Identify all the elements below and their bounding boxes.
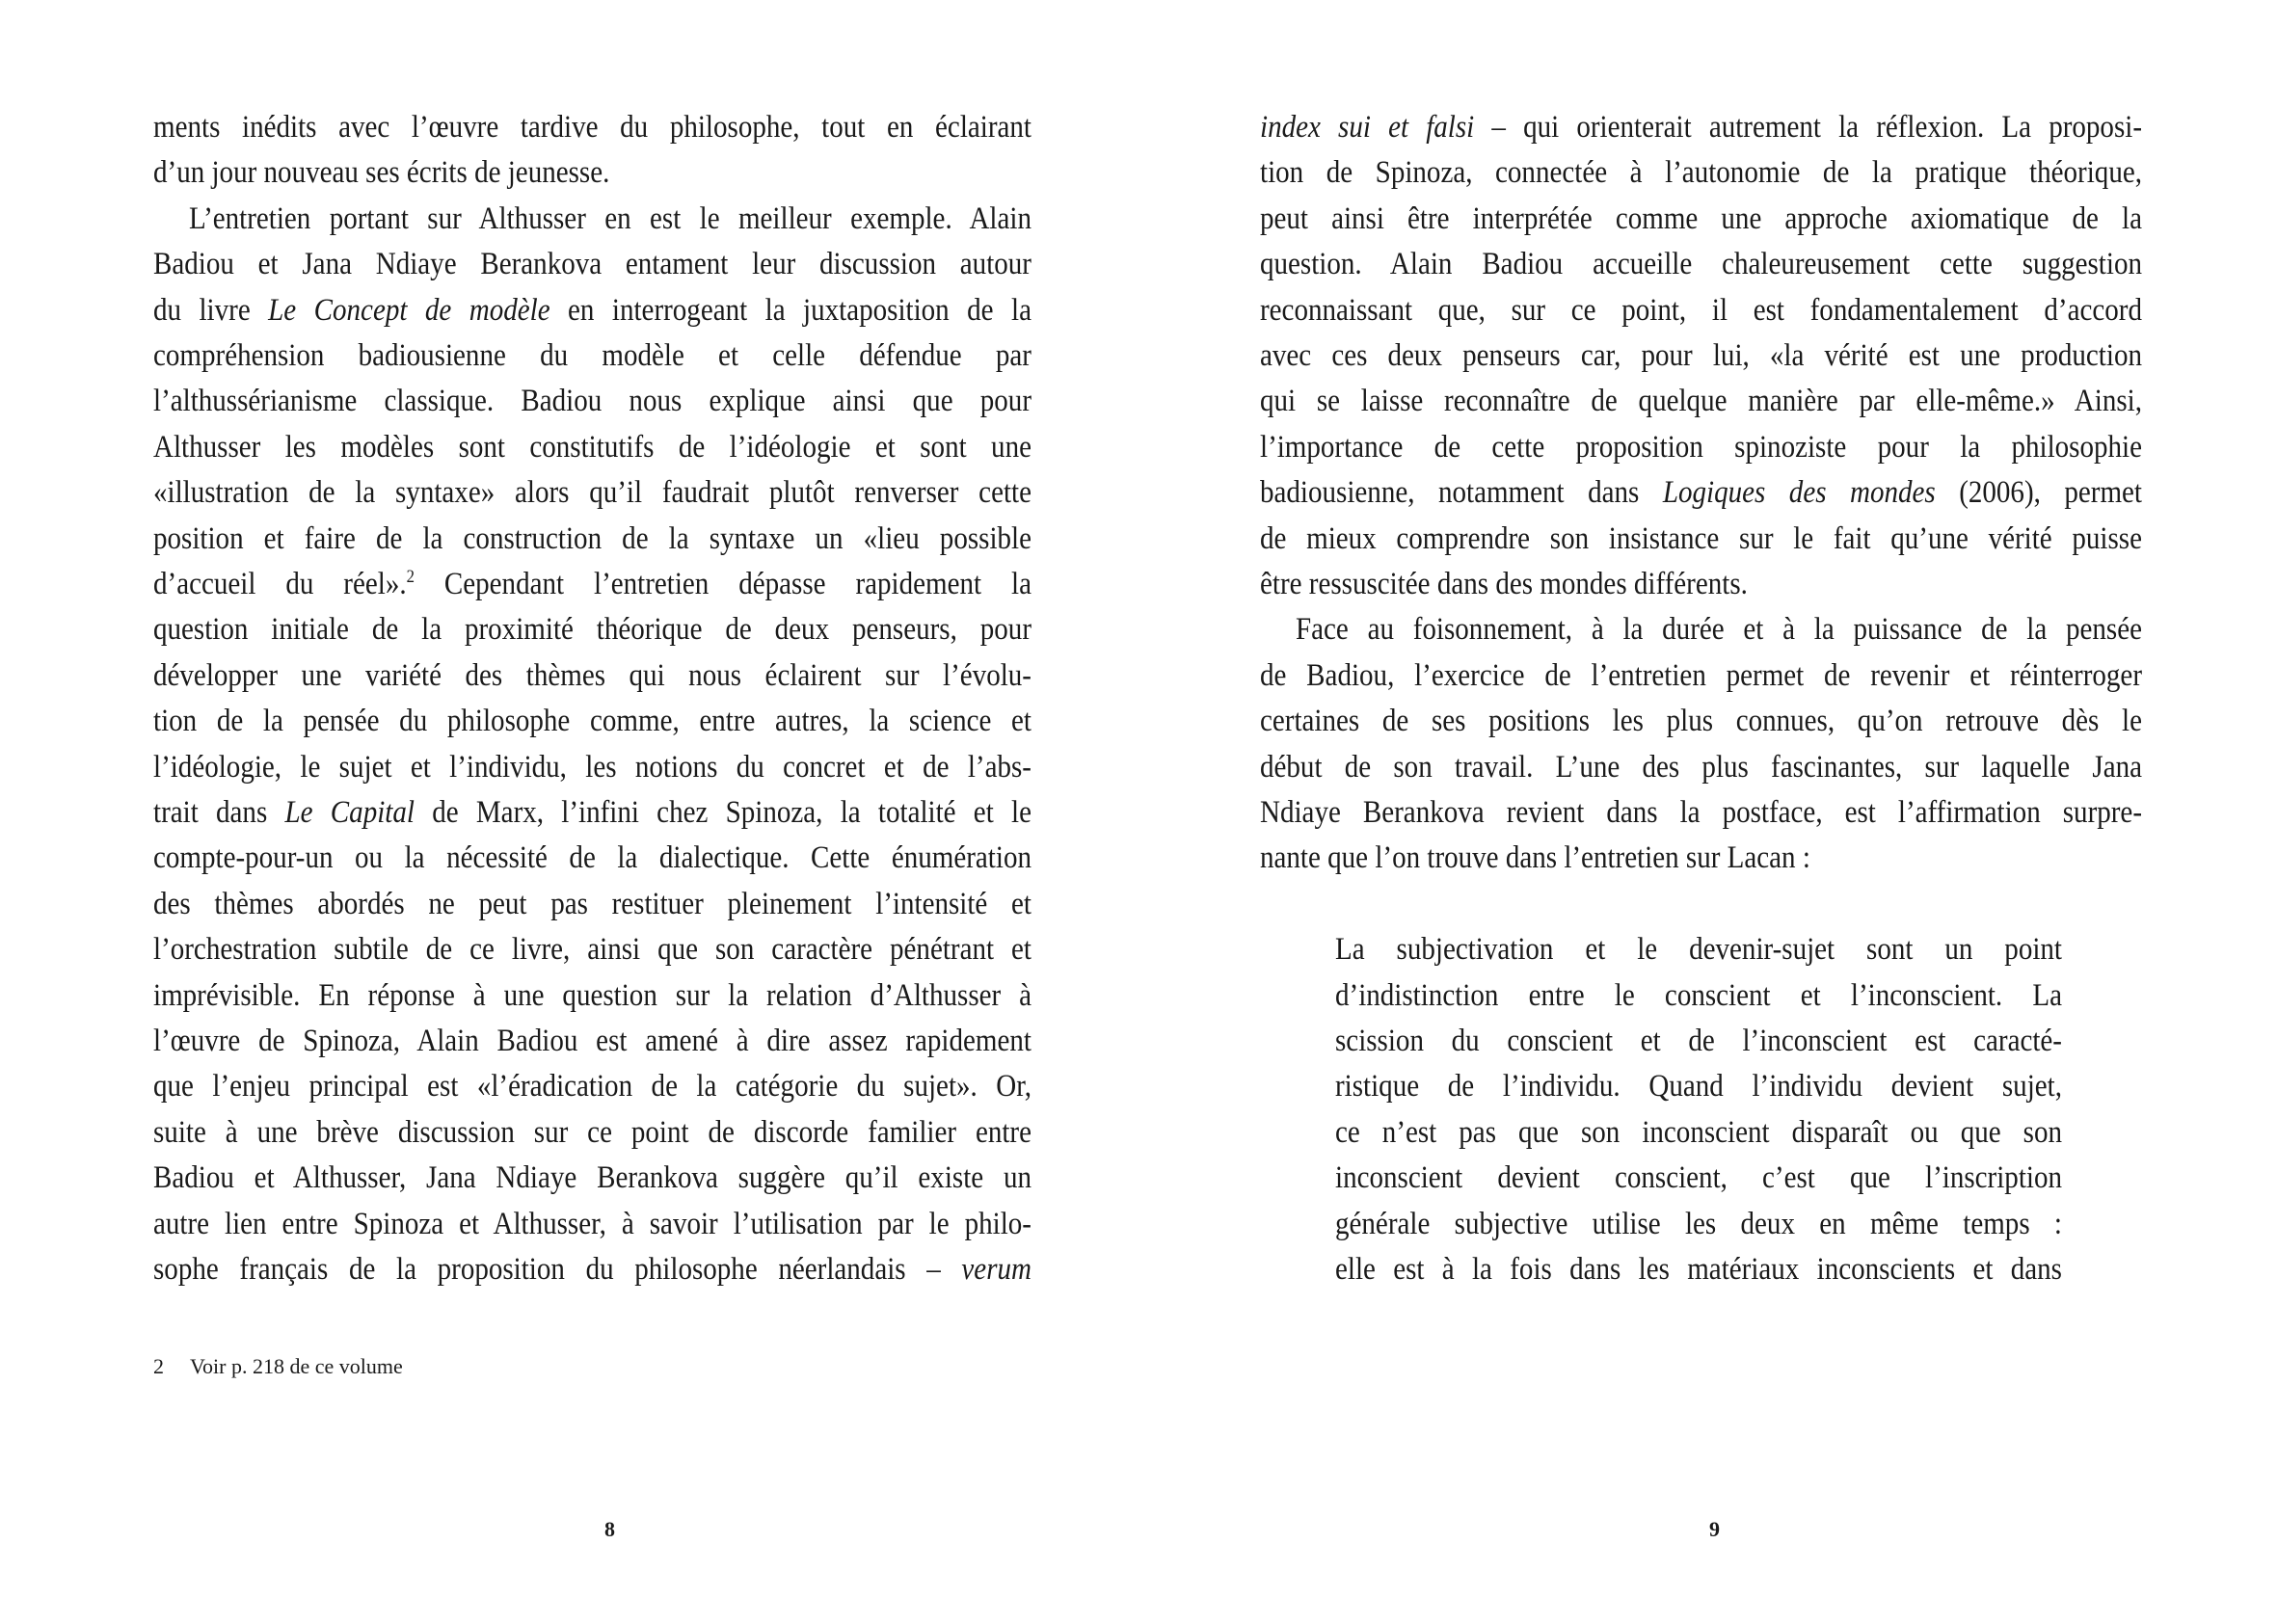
text-segment: du livre xyxy=(153,292,269,328)
text-line xyxy=(1260,470,2142,516)
text-line xyxy=(153,1247,1031,1292)
text-line xyxy=(153,1064,1031,1109)
text-segment: être ressuscitée dans des mondes différents. xyxy=(1260,567,1748,601)
text-line xyxy=(153,1110,1031,1156)
text-segment: nante que l’on trouve dans l’entretien sur Lacan : xyxy=(1260,840,1810,876)
text-segment: suite à une brève discussion sur ce point de discorde familier entre xyxy=(153,1114,1031,1150)
text-segment: Cependant l’entretien dépasse rapidement la xyxy=(414,567,1031,601)
text-line xyxy=(153,1019,1031,1064)
text-line xyxy=(153,927,1031,972)
text-line xyxy=(153,836,1031,881)
text-line xyxy=(1335,1202,2062,1247)
text-line xyxy=(153,242,1031,287)
text-segment: générale subjective utilise les deux en même temps : xyxy=(1335,1206,2062,1241)
text-line xyxy=(1260,379,2142,424)
text-line xyxy=(1260,197,2142,242)
text-line xyxy=(1260,745,2142,790)
text-segment: ristique de l’individu. Quand l’individu devient sujet, xyxy=(1335,1069,2062,1105)
text-segment: d’indistinction entre le conscient et l’inconscient. La xyxy=(1335,977,2062,1013)
text-segment: ce n’est pas que son inconscient disparaît ou que son xyxy=(1335,1114,2062,1150)
text-line xyxy=(1335,973,2062,1019)
text-line xyxy=(1335,1019,2062,1064)
text-line xyxy=(153,1156,1031,1201)
text-line xyxy=(153,1202,1031,1247)
text-line xyxy=(153,288,1031,333)
text-line xyxy=(153,425,1031,470)
text-segment: certaines de ses positions les plus connues, qu’on retrouve dès le xyxy=(1260,704,2142,739)
text-line xyxy=(1260,150,2142,196)
text-line xyxy=(1260,333,2142,379)
text-segment: La subjectivation et le devenir-sujet sont un point xyxy=(1335,932,2062,968)
text-line xyxy=(1260,425,2142,470)
text-segment: Badiou et Jana Ndiaye Berankova entament leur discussion autour xyxy=(153,247,1031,282)
text-segment: reconnaissant que, sur ce point, il est fondamentalement d’accord xyxy=(1260,292,2142,328)
text-segment: position et faire de la construction de la syntaxe un «lieu possible xyxy=(153,520,1031,556)
text-segment: l’orchestration subtile de ce livre, ainsi que son caractère pénétrant et xyxy=(153,932,1031,968)
text-segment: en interrogeant la juxtaposition de la xyxy=(549,292,1031,328)
text-segment: sophe français de la proposition du philosophe néerlandais – xyxy=(153,1252,962,1287)
text-segment: qui se laisse reconnaître de quelque manière par elle-même.» Ainsi, xyxy=(1260,384,2142,419)
page-number: 9 xyxy=(1709,1517,1720,1541)
text-line xyxy=(153,379,1031,424)
text-segment: avec ces deux penseurs car, pour lui, «la vérité est une production xyxy=(1260,338,2142,373)
text-segment: L’entretien portant sur Althusser en est le meilleur exemple. Alain xyxy=(189,200,1031,236)
text-segment: ments inédits avec l’œuvre tardive du philosophe, tout en éclairant xyxy=(153,110,1031,145)
text-segment: inconscient devient conscient, c’est que l’inscription xyxy=(1335,1160,2062,1196)
text-segment: l’œuvre de Spinoza, Alain Badiou est amené à dire assez rapidement xyxy=(153,1024,1031,1058)
text-line xyxy=(1260,653,2142,699)
text-line xyxy=(1260,562,2142,607)
italic-text: index sui et falsi xyxy=(1260,110,1475,145)
text-line xyxy=(1260,105,2142,150)
text-line xyxy=(1335,1247,2062,1292)
text-line xyxy=(153,882,1031,927)
text-segment: scission du conscient et de l’inconscient est caracté- xyxy=(1335,1024,2062,1058)
text-line xyxy=(1260,517,2142,562)
text-segment: Ndiaye Berankova revient dans la postface, est l’affirmation surpre- xyxy=(1260,795,2142,830)
text-line xyxy=(153,607,1031,652)
text-segment: l’althussérianisme classique. Badiou nous explique ainsi que pour xyxy=(153,384,1031,419)
italic-text: verum xyxy=(961,1252,1031,1287)
text-segment: de mieux comprendre son insistance sur le fait qu’une vérité puisse xyxy=(1260,520,2142,556)
text-segment: badiousienne, notamment dans xyxy=(1260,475,1663,511)
text-line xyxy=(153,105,1031,150)
text-line xyxy=(1335,1156,2062,1201)
text-line xyxy=(153,150,1031,196)
text-segment: trait dans xyxy=(153,795,285,830)
text-line xyxy=(153,973,1031,1019)
text-segment: de Badiou, l’exercice de l’entretien permet de revenir et réinterroger xyxy=(1260,657,2142,693)
text-line xyxy=(1260,790,2142,836)
text-segment: imprévisible. En réponse à une question sur la relation d’Althusser à xyxy=(153,977,1031,1013)
text-segment: compte-pour-un ou la nécessité de la dialectique. Cette énumération xyxy=(153,840,1031,876)
text-segment: d’un jour nouveau ses écrits de jeunesse. xyxy=(153,155,610,191)
text-segment: début de son travail. L’une des plus fascinantes, sur laquelle Jana xyxy=(1260,749,2142,785)
text-segment: autre lien entre Spinoza et Althusser, à savoir l’utilisation par le philo- xyxy=(153,1206,1031,1241)
text-line xyxy=(1335,927,2062,972)
text-line xyxy=(1335,1064,2062,1109)
text-line xyxy=(153,470,1031,516)
text-line xyxy=(1260,242,2142,287)
text-line xyxy=(153,653,1031,699)
text-line xyxy=(189,197,1031,242)
text-line xyxy=(153,745,1031,790)
page-number: 8 xyxy=(604,1517,615,1541)
text-segment: question. Alain Badiou accueille chaleureusement cette suggestion xyxy=(1260,247,2142,282)
footnote-number: 2 xyxy=(153,1354,164,1378)
text-segment: «illustration de la syntaxe» alors qu’il faudrait plutôt renverser cette xyxy=(153,475,1031,511)
text-line xyxy=(153,333,1031,379)
italic-text: Le Capital xyxy=(284,795,415,830)
text-segment: question initiale de la proximité théorique de deux penseurs, pour xyxy=(153,612,1031,648)
text-segment: l’idéologie, le sujet et l’individu, les notions du concret et de l’abs- xyxy=(153,749,1031,785)
right-page xyxy=(1138,0,2277,1624)
italic-text: Logiques des mondes xyxy=(1662,475,1936,511)
text-segment: tion de Spinoza, connectée à l’autonomie de la pratique théorique, xyxy=(1260,155,2142,191)
left-page xyxy=(0,0,1138,1624)
text-segment: tion de la pensée du philosophe comme, entre autres, la science et xyxy=(153,704,1031,739)
text-line xyxy=(1260,836,2142,881)
text-segment: développer une variété des thèmes qui nous éclairent sur l’évolu- xyxy=(153,657,1031,693)
footnote-reference: 2 xyxy=(406,567,415,587)
italic-text: Le Concept de modèle xyxy=(268,292,550,328)
text-line xyxy=(1335,1110,2062,1156)
text-line xyxy=(153,699,1031,744)
text-segment: l’importance de cette proposition spinoziste pour la philosophie xyxy=(1260,429,2142,465)
text-line xyxy=(1260,288,2142,333)
text-segment: que l’enjeu principal est «l’éradication de la catégorie du sujet». Or, xyxy=(153,1069,1031,1105)
text-line xyxy=(153,562,1031,607)
text-segment: d’accueil du réel». xyxy=(153,567,407,601)
text-line xyxy=(153,790,1031,836)
text-segment: elle est à la fois dans les matériaux inconscients et dans xyxy=(1335,1252,2062,1287)
text-segment: Badiou et Althusser, Jana Ndiaye Berankova suggère qu’il existe un xyxy=(153,1160,1031,1196)
text-line xyxy=(153,517,1031,562)
footnote-text: Voir p. 218 de ce volume xyxy=(190,1354,403,1378)
text-line xyxy=(1296,607,2142,652)
text-segment: – qui orienterait autrement la réflexion. La proposi- xyxy=(1474,110,2143,145)
text-segment: peut ainsi être interprétée comme une approche axiomatique de la xyxy=(1260,200,2142,236)
text-segment: compréhension badiousienne du modèle et celle défendue par xyxy=(153,338,1031,373)
text-segment: Althusser les modèles sont constitutifs de l’idéologie et sont une xyxy=(153,429,1031,465)
text-segment: (2006), permet xyxy=(1935,475,2142,511)
text-segment: de Marx, l’infini chez Spinoza, la totalité et le xyxy=(414,795,1031,830)
text-segment: Face au foisonnement, à la durée et à la puissance de la pensée xyxy=(1296,612,2142,648)
text-line xyxy=(1260,699,2142,744)
text-segment: des thèmes abordés ne peut pas restituer pleinement l’intensité et xyxy=(153,886,1031,921)
